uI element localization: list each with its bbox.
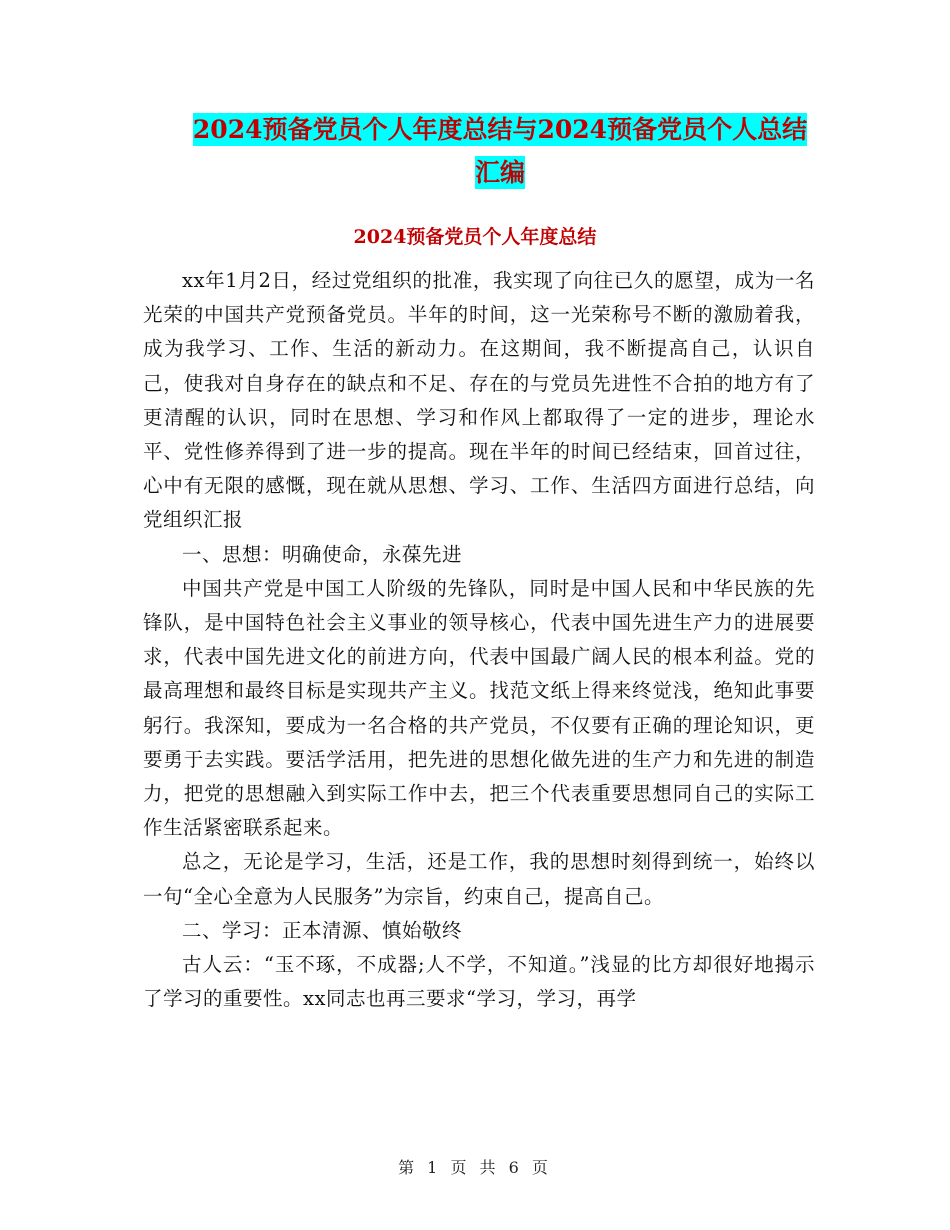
paragraph-study: 古人云：“玉不琢，不成器;人不学，不知道。”浅显的比方却很好地揭示了学习的重要性。xx同志也再三要求“学习，学习，再学 [143,953,815,1011]
heading-thought: 一、思想：明确使命，永葆先进 [182,542,463,566]
document-body [143,264,815,1016]
document-title-text-2: 汇编 [474,158,525,187]
document-title-line-2 [120,155,880,191]
document-title-text-1: 2024预备党员个人年度总结与2024预备党员个人总结 [192,115,808,144]
document-title-line-1 [120,112,880,148]
section-title: 2024预备党员个人年度总结 [353,226,597,248]
paragraph-thought: 中国共产党是中国工人阶级的先锋队，同时是中国人民和中华民族的先锋队，是中国特色社会主义事业的领导核心，代表中国先进生产力的进展要求，代表中国先进文化的前进方向，代表中国最广阔人民的根本利益。党的最高理想和最终目标是实现共产主义。找范文纸上得来终觉浅，绝知此事要躬行。我深知，要成为一名合格的共产党员，不仅要有正确的理论知识，更要勇于去实践。要活学活用，把先进的思想化做先进的生产力和先进的制造力，把党的思想融入到实际工作中去，把三个代表重要思想同自己的实际工作生活紧密联系起来。 [143,576,815,840]
page-footer: 第 1 页 共 6 页 [398,1158,552,1177]
paragraph-intro: xx年1月2日，经过党组织的批准，我实现了向往已久的愿望，成为一名光荣的中国共产党预备党员。半年的时间，这一光荣称号不断的激励着我，成为我学习、工作、生活的新动力。在这期间，我不断提高自己，认识自己，使我对自身存在的缺点和不足、存在的与党员先进性不合拍的地方有了更清醒的认识，同时在思想、学习和作风上都取得了一定的进步，理论水平、党性修养得到了进一步的提高。现在半年的时间已经结束，回首过往，心中有无限的感慨，现在就从思想、学习、工作、生活四方面进行总结，向党组织汇报 [143,269,815,532]
paragraph-summary: 总之，无论是学习，生活，还是工作，我的思想时刻得到统一，始终以一句“全心全意为人民服务”为宗旨，约束自己，提高自己。 [143,850,815,908]
heading-study: 二、学习：正本清源、慎始敬终 [182,918,463,942]
